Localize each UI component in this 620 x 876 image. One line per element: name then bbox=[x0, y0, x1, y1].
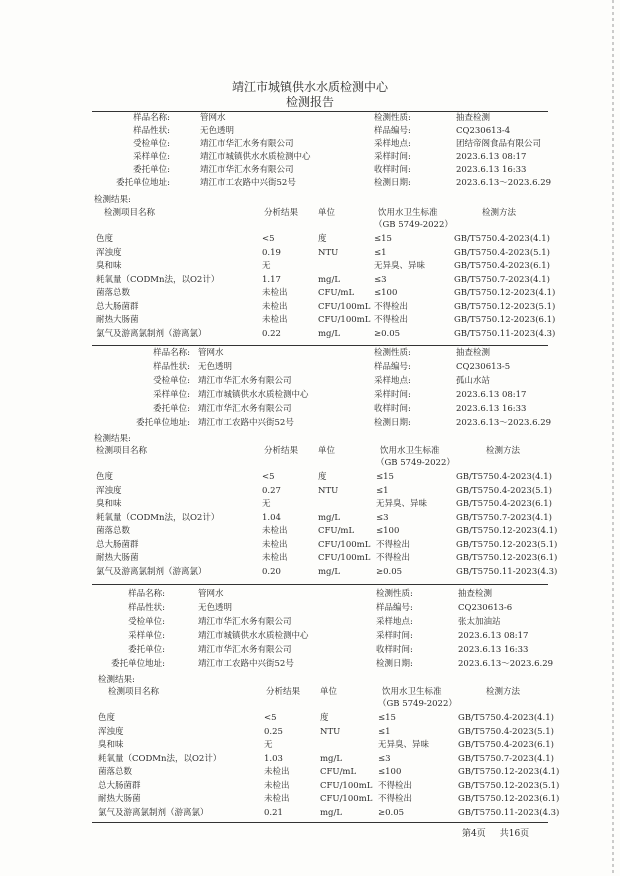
top-rule bbox=[92, 111, 548, 112]
value-client-address: 靖江市工农路中兴街52号 bbox=[198, 659, 294, 669]
cell-method: GB/T5750.4-2023(6.1) bbox=[454, 261, 550, 271]
table-row bbox=[0, 275, 620, 288]
header-standard: 饮用水卫生标准 bbox=[382, 687, 442, 697]
cell-standard: ≥0.05 bbox=[374, 328, 401, 339]
cell-method: GB/T5750.12-2023(5.1) bbox=[456, 539, 558, 550]
value-client-unit: 靖江市华汇水务有限公司 bbox=[200, 165, 294, 175]
cell-method: GB/T5750.12-2023(6.1) bbox=[458, 794, 560, 804]
cell-result: 未检出 bbox=[262, 553, 288, 563]
cell-result: 未检出 bbox=[262, 526, 288, 536]
header-unit: 单位 bbox=[318, 208, 336, 218]
label-sampling-time: 采样时间: bbox=[374, 390, 411, 400]
cell-item: 菌落总数 bbox=[96, 526, 131, 536]
cell-item: 耐热大肠菌 bbox=[98, 794, 141, 804]
value-sampling-time: 2023.6.13 08:17 bbox=[456, 390, 527, 400]
label-sample-name: 样品名称: bbox=[153, 348, 190, 358]
value-inspected-unit: 靖江市华汇水务有限公司 bbox=[198, 617, 292, 627]
header-standard-sub: （GB 5749-2022） bbox=[376, 458, 455, 468]
cell-result: 0.22 bbox=[262, 328, 281, 339]
cell-method: GB/T5750.4-2023(4.1) bbox=[458, 713, 554, 723]
cell-method: GB/T5750.4-2023(5.1) bbox=[458, 726, 554, 737]
cell-result: 未检出 bbox=[262, 301, 288, 312]
label-sample-state: 样品性状: bbox=[153, 362, 190, 372]
cell-result: 1.04 bbox=[262, 512, 281, 523]
cell-unit: CFU/mL bbox=[318, 288, 355, 298]
value-inspected-unit: 靖江市华汇水务有限公司 bbox=[198, 376, 292, 386]
cell-method: GB/T5750.4-2023(4.1) bbox=[456, 472, 552, 482]
value-test-date: 2023.6.13～2023.6.29 bbox=[458, 659, 554, 669]
cell-standard: ≤100 bbox=[376, 526, 400, 536]
header-result: 分析结果 bbox=[264, 208, 299, 218]
cell-standard: 无异臭、异味 bbox=[376, 499, 428, 509]
cell-result: 未检出 bbox=[262, 288, 288, 298]
cell-unit: mg/L bbox=[318, 328, 341, 339]
table-row bbox=[0, 472, 620, 485]
page-number: 第4页 bbox=[462, 829, 486, 839]
header-method: 检测方法 bbox=[486, 687, 521, 697]
cell-item: 总大肠菌群 bbox=[96, 539, 139, 550]
label-test-date: 检测日期: bbox=[374, 418, 411, 428]
header-result: 分析结果 bbox=[264, 446, 299, 456]
label-test-date: 检测日期: bbox=[374, 178, 411, 188]
cell-result: <5 bbox=[262, 472, 275, 482]
cell-standard: ≤3 bbox=[374, 274, 387, 285]
label-sampling-time: 采样时间: bbox=[374, 152, 411, 162]
value-sample-name: 管网水 bbox=[198, 589, 224, 599]
cell-item: 色度 bbox=[96, 234, 114, 244]
value-sample-state: 无色透明 bbox=[200, 126, 235, 136]
cell-method: GB/T5750.12-2023(5.1) bbox=[454, 301, 556, 312]
cell-result: 0.21 bbox=[264, 807, 283, 818]
label-sample-no: 样品编号: bbox=[374, 362, 411, 372]
cell-method: GB/T5750.12-2023(4.1) bbox=[456, 526, 558, 536]
value-client-address: 靖江市工农路中兴街52号 bbox=[198, 418, 294, 428]
cell-result: 无 bbox=[262, 261, 271, 271]
cell-result: 未检出 bbox=[264, 780, 290, 791]
value-sampling-site: 张太加油站 bbox=[458, 617, 501, 627]
label-test-nature: 检测性质: bbox=[376, 589, 413, 599]
cell-standard: ≤3 bbox=[378, 753, 391, 764]
header-method: 检测方法 bbox=[486, 446, 521, 456]
cell-unit: mg/L bbox=[318, 566, 341, 577]
cell-unit: CFU/100mL bbox=[318, 301, 371, 312]
cell-method: GB/T5750.7-2023(4.1) bbox=[454, 274, 550, 285]
table-row bbox=[0, 567, 620, 580]
label-inspected-unit: 受检单位: bbox=[128, 617, 165, 627]
cell-item: 氯气及游离氯制剂（游离氯） bbox=[98, 807, 209, 818]
cell-method: GB/T5750.12-2023(5.1) bbox=[458, 780, 560, 791]
cell-standard: 无异臭、异味 bbox=[378, 740, 430, 750]
table-row bbox=[0, 499, 620, 512]
cell-result: 无 bbox=[264, 740, 273, 750]
cell-method: GB/T5750.7-2023(4.1) bbox=[456, 512, 552, 523]
cell-result: <5 bbox=[264, 713, 277, 723]
label-sample-state: 样品性状: bbox=[133, 126, 170, 136]
cell-unit: CFU/100mL bbox=[318, 553, 371, 563]
cell-standard: ≤15 bbox=[374, 234, 392, 244]
cell-result: 0.19 bbox=[262, 247, 281, 258]
cell-standard: ≤3 bbox=[376, 512, 389, 523]
label-client-address: 委托单位地址: bbox=[136, 418, 190, 428]
value-sampling-unit: 靖江市城镇供水水质检测中心 bbox=[198, 631, 309, 641]
table-row bbox=[0, 808, 620, 821]
table-row bbox=[0, 315, 620, 328]
value-sampling-site: 孤山水站 bbox=[456, 376, 491, 386]
label-sample-no: 样品编号: bbox=[374, 126, 411, 136]
value-sample-no: CQ230613-4 bbox=[456, 126, 511, 136]
cell-method: GB/T5750.11-2023(4.3) bbox=[458, 807, 560, 818]
value-inspected-unit: 靖江市华汇水务有限公司 bbox=[200, 139, 294, 149]
value-sampling-unit: 靖江市城镇供水水质检测中心 bbox=[200, 152, 311, 162]
cell-standard: ≤1 bbox=[378, 726, 391, 737]
header-result: 分析结果 bbox=[266, 687, 301, 697]
value-client-address: 靖江市工农路中兴街52号 bbox=[200, 178, 296, 188]
label-sample-state: 样品性状: bbox=[128, 603, 165, 613]
label-client-address: 委托单位地址: bbox=[116, 178, 170, 188]
header-standard: 饮用水卫生标准 bbox=[380, 446, 440, 456]
cell-item: 菌落总数 bbox=[98, 767, 133, 777]
label-results: 检测结果: bbox=[94, 434, 131, 444]
cell-result: 未检出 bbox=[262, 315, 288, 325]
value-sample-state: 无色透明 bbox=[198, 603, 233, 613]
cell-unit: 度 bbox=[320, 713, 329, 723]
table-row bbox=[0, 234, 620, 247]
label-sampling-site: 采样地点: bbox=[374, 139, 411, 149]
cell-result: 无 bbox=[262, 499, 271, 509]
cell-method: GB/T5750.12-2023(6.1) bbox=[456, 553, 558, 563]
cell-result: <5 bbox=[262, 234, 275, 244]
cell-item: 总大肠菌群 bbox=[98, 780, 141, 791]
header-item: 检测项目名称 bbox=[96, 446, 148, 456]
header-standard-sub: （GB 5749-2022） bbox=[378, 699, 457, 709]
table-row bbox=[0, 329, 620, 342]
cell-standard: ≤15 bbox=[378, 713, 396, 723]
cell-method: GB/T5750.4-2023(4.1) bbox=[454, 234, 550, 244]
table-row bbox=[0, 513, 620, 526]
value-receive-time: 2023.6.13 16:33 bbox=[456, 404, 527, 414]
value-sample-no: CQ230613-5 bbox=[456, 362, 511, 372]
cell-standard: ≤1 bbox=[374, 247, 387, 258]
cell-standard: 不得检出 bbox=[374, 315, 409, 325]
label-sampling-site: 采样地点: bbox=[376, 617, 413, 627]
cell-unit: NTU bbox=[318, 247, 339, 258]
table-row bbox=[0, 261, 620, 274]
value-receive-time: 2023.6.13 16:33 bbox=[458, 645, 529, 655]
cell-item: 色度 bbox=[96, 472, 114, 482]
label-receive-time: 收样时间: bbox=[376, 645, 413, 655]
label-sampling-time: 采样时间: bbox=[376, 631, 413, 641]
value-client-unit: 靖江市华汇水务有限公司 bbox=[198, 645, 292, 655]
cell-standard: 不得检出 bbox=[378, 780, 413, 791]
cell-item: 耗氧量（CODMn法，以O2计） bbox=[96, 274, 220, 285]
header-method: 检测方法 bbox=[482, 208, 517, 218]
cell-item: 耐热大肠菌 bbox=[96, 553, 139, 563]
bottom-rule bbox=[92, 822, 548, 823]
label-sampling-unit: 采样单位: bbox=[133, 152, 170, 162]
cell-result: 未检出 bbox=[264, 794, 290, 804]
cell-unit: CFU/mL bbox=[318, 526, 355, 536]
value-test-nature: 抽查检测 bbox=[458, 589, 493, 599]
cell-method: GB/T5750.7-2023(4.1) bbox=[458, 753, 554, 764]
cell-method: GB/T5750.12-2023(6.1) bbox=[454, 315, 556, 325]
cell-item: 浑浊度 bbox=[96, 485, 122, 496]
header-unit: 单位 bbox=[320, 687, 338, 697]
cell-standard: ≥0.05 bbox=[376, 566, 403, 577]
table-row bbox=[0, 248, 620, 261]
cell-result: 0.20 bbox=[262, 566, 281, 577]
table-row bbox=[0, 540, 620, 553]
cell-unit: mg/L bbox=[320, 753, 343, 764]
cell-method: GB/T5750.11-2023(4.3) bbox=[456, 566, 558, 577]
label-client-unit: 委托单位: bbox=[133, 165, 170, 175]
cell-method: GB/T5750.4-2023(5.1) bbox=[456, 485, 552, 496]
cell-standard: ≤1 bbox=[376, 485, 389, 496]
value-test-nature: 抽查检测 bbox=[456, 348, 491, 358]
cell-unit: mg/L bbox=[318, 512, 341, 523]
cell-standard: ≤100 bbox=[374, 288, 398, 298]
cell-item: 耐热大肠菌 bbox=[96, 315, 139, 325]
table-row bbox=[0, 727, 620, 740]
cell-method: GB/T5750.4-2023(6.1) bbox=[456, 499, 552, 509]
cell-item: 氯气及游离氯制剂（游离氯） bbox=[96, 328, 207, 339]
table-row bbox=[0, 754, 620, 767]
header-item: 检测项目名称 bbox=[104, 208, 156, 218]
cell-unit: CFU/100mL bbox=[318, 315, 371, 325]
cell-item: 耗氧量（CODMn法，以O2计） bbox=[98, 753, 222, 764]
cell-item: 臭和味 bbox=[96, 499, 122, 509]
cell-method: GB/T5750.12-2023(4.1) bbox=[458, 767, 560, 777]
label-test-nature: 检测性质: bbox=[374, 113, 411, 123]
cell-unit: mg/L bbox=[318, 274, 341, 285]
label-sampling-site: 采样地点: bbox=[374, 376, 411, 386]
cell-item: 浑浊度 bbox=[96, 247, 122, 258]
table-row bbox=[0, 781, 620, 794]
section-rule-1 bbox=[92, 345, 548, 346]
value-sample-no: CQ230613-6 bbox=[458, 603, 513, 613]
cell-standard: ≤100 bbox=[378, 767, 402, 777]
table-row bbox=[0, 740, 620, 753]
cell-item: 色度 bbox=[98, 713, 116, 723]
cell-method: GB/T5750.4-2023(6.1) bbox=[458, 740, 554, 750]
cell-standard: ≥0.05 bbox=[378, 807, 405, 818]
cell-standard: 不得检出 bbox=[376, 539, 411, 550]
cell-item: 耗氧量（CODMn法，以O2计） bbox=[96, 512, 220, 523]
value-sample-name: 管网水 bbox=[198, 348, 224, 358]
label-client-unit: 委托单位: bbox=[128, 645, 165, 655]
table-row bbox=[0, 486, 620, 499]
label-test-date: 检测日期: bbox=[376, 659, 413, 669]
table-row bbox=[0, 553, 620, 566]
cell-item: 臭和味 bbox=[98, 740, 124, 750]
value-sample-name: 管网水 bbox=[200, 113, 226, 123]
header-unit: 单位 bbox=[318, 446, 336, 456]
cell-method: GB/T5750.12-2023(4.1) bbox=[454, 288, 556, 298]
table-row bbox=[0, 767, 620, 780]
cell-unit: 度 bbox=[318, 472, 327, 482]
value-test-date: 2023.6.13～2023.6.29 bbox=[456, 418, 552, 428]
value-test-date: 2023.6.13～2023.6.29 bbox=[456, 178, 552, 188]
label-sample-name: 样品名称: bbox=[128, 589, 165, 599]
cell-unit: NTU bbox=[320, 726, 341, 737]
cell-method: GB/T5750.4-2023(5.1) bbox=[454, 247, 550, 258]
cell-item: 菌落总数 bbox=[96, 288, 131, 298]
section-rule-2 bbox=[92, 584, 548, 585]
label-sampling-unit: 采样单位: bbox=[128, 631, 165, 641]
label-receive-time: 收样时间: bbox=[374, 404, 411, 414]
cell-method: GB/T5750.11-2023(4.3) bbox=[454, 328, 556, 339]
label-sample-name: 样品名称: bbox=[133, 113, 170, 123]
cell-standard: 无异臭、异味 bbox=[374, 261, 426, 271]
label-sample-no: 样品编号: bbox=[376, 603, 413, 613]
table-row bbox=[0, 526, 620, 539]
cell-standard: 不得检出 bbox=[378, 794, 413, 804]
header-item: 检测项目名称 bbox=[108, 687, 160, 697]
cell-unit: NTU bbox=[318, 485, 339, 496]
value-test-nature: 抽查检测 bbox=[456, 113, 491, 123]
cell-unit: CFU/100mL bbox=[320, 794, 373, 804]
cell-unit: CFU/mL bbox=[320, 767, 357, 777]
cell-standard: 不得检出 bbox=[374, 301, 409, 312]
value-sampling-unit: 靖江市城镇供水水质检测中心 bbox=[198, 390, 309, 400]
table-row bbox=[0, 288, 620, 301]
cell-result: 0.27 bbox=[262, 485, 281, 496]
table-row bbox=[0, 794, 620, 807]
cell-result: 未检出 bbox=[262, 539, 288, 550]
cell-result: 未检出 bbox=[264, 767, 290, 777]
cell-result: 1.17 bbox=[262, 274, 281, 285]
value-client-unit: 靖江市华汇水务有限公司 bbox=[198, 404, 292, 414]
table-row bbox=[0, 713, 620, 726]
label-test-nature: 检测性质: bbox=[374, 348, 411, 358]
header-standard-sub: （GB 5749-2022） bbox=[374, 220, 453, 230]
cell-unit: mg/L bbox=[320, 807, 343, 818]
cell-item: 臭和味 bbox=[96, 261, 122, 271]
label-sampling-unit: 采样单位: bbox=[153, 390, 190, 400]
cell-standard: 不得检出 bbox=[376, 553, 411, 563]
label-results: 检测结果: bbox=[98, 675, 135, 685]
header-standard: 饮用水卫生标准 bbox=[378, 208, 438, 218]
table-row bbox=[0, 302, 620, 315]
cell-item: 总大肠菌群 bbox=[96, 301, 139, 312]
cell-unit: 度 bbox=[318, 234, 327, 244]
value-receive-time: 2023.6.13 16:33 bbox=[456, 165, 527, 175]
label-client-address: 委托单位地址: bbox=[111, 659, 165, 669]
cell-result: 1.03 bbox=[264, 753, 283, 764]
report-subtitle: 检测报告 bbox=[285, 95, 334, 109]
value-sampling-time: 2023.6.13 08:17 bbox=[458, 631, 529, 641]
label-client-unit: 委托单位: bbox=[153, 404, 190, 414]
value-sampling-time: 2023.6.13 08:17 bbox=[456, 152, 527, 162]
cell-standard: ≤15 bbox=[376, 472, 394, 482]
cell-item: 浑浊度 bbox=[98, 726, 124, 737]
label-inspected-unit: 受检单位: bbox=[133, 139, 170, 149]
value-sample-state: 无色透明 bbox=[198, 362, 233, 372]
report-org-title: 靖江市城镇供水水质检测中心 bbox=[231, 80, 388, 94]
page-total: 共16页 bbox=[499, 829, 530, 839]
cell-unit: CFU/100mL bbox=[318, 539, 371, 550]
label-receive-time: 收样时间: bbox=[374, 165, 411, 175]
label-results: 检测结果: bbox=[94, 195, 131, 205]
cell-unit: CFU/100mL bbox=[320, 780, 373, 791]
cell-item: 氯气及游离氯制剂（游离氯） bbox=[96, 566, 207, 577]
label-inspected-unit: 受检单位: bbox=[153, 376, 190, 386]
cell-result: 0.25 bbox=[264, 726, 283, 737]
value-sampling-site: 团结帝阁食品有限公司 bbox=[456, 139, 542, 149]
page-footer bbox=[462, 826, 543, 839]
